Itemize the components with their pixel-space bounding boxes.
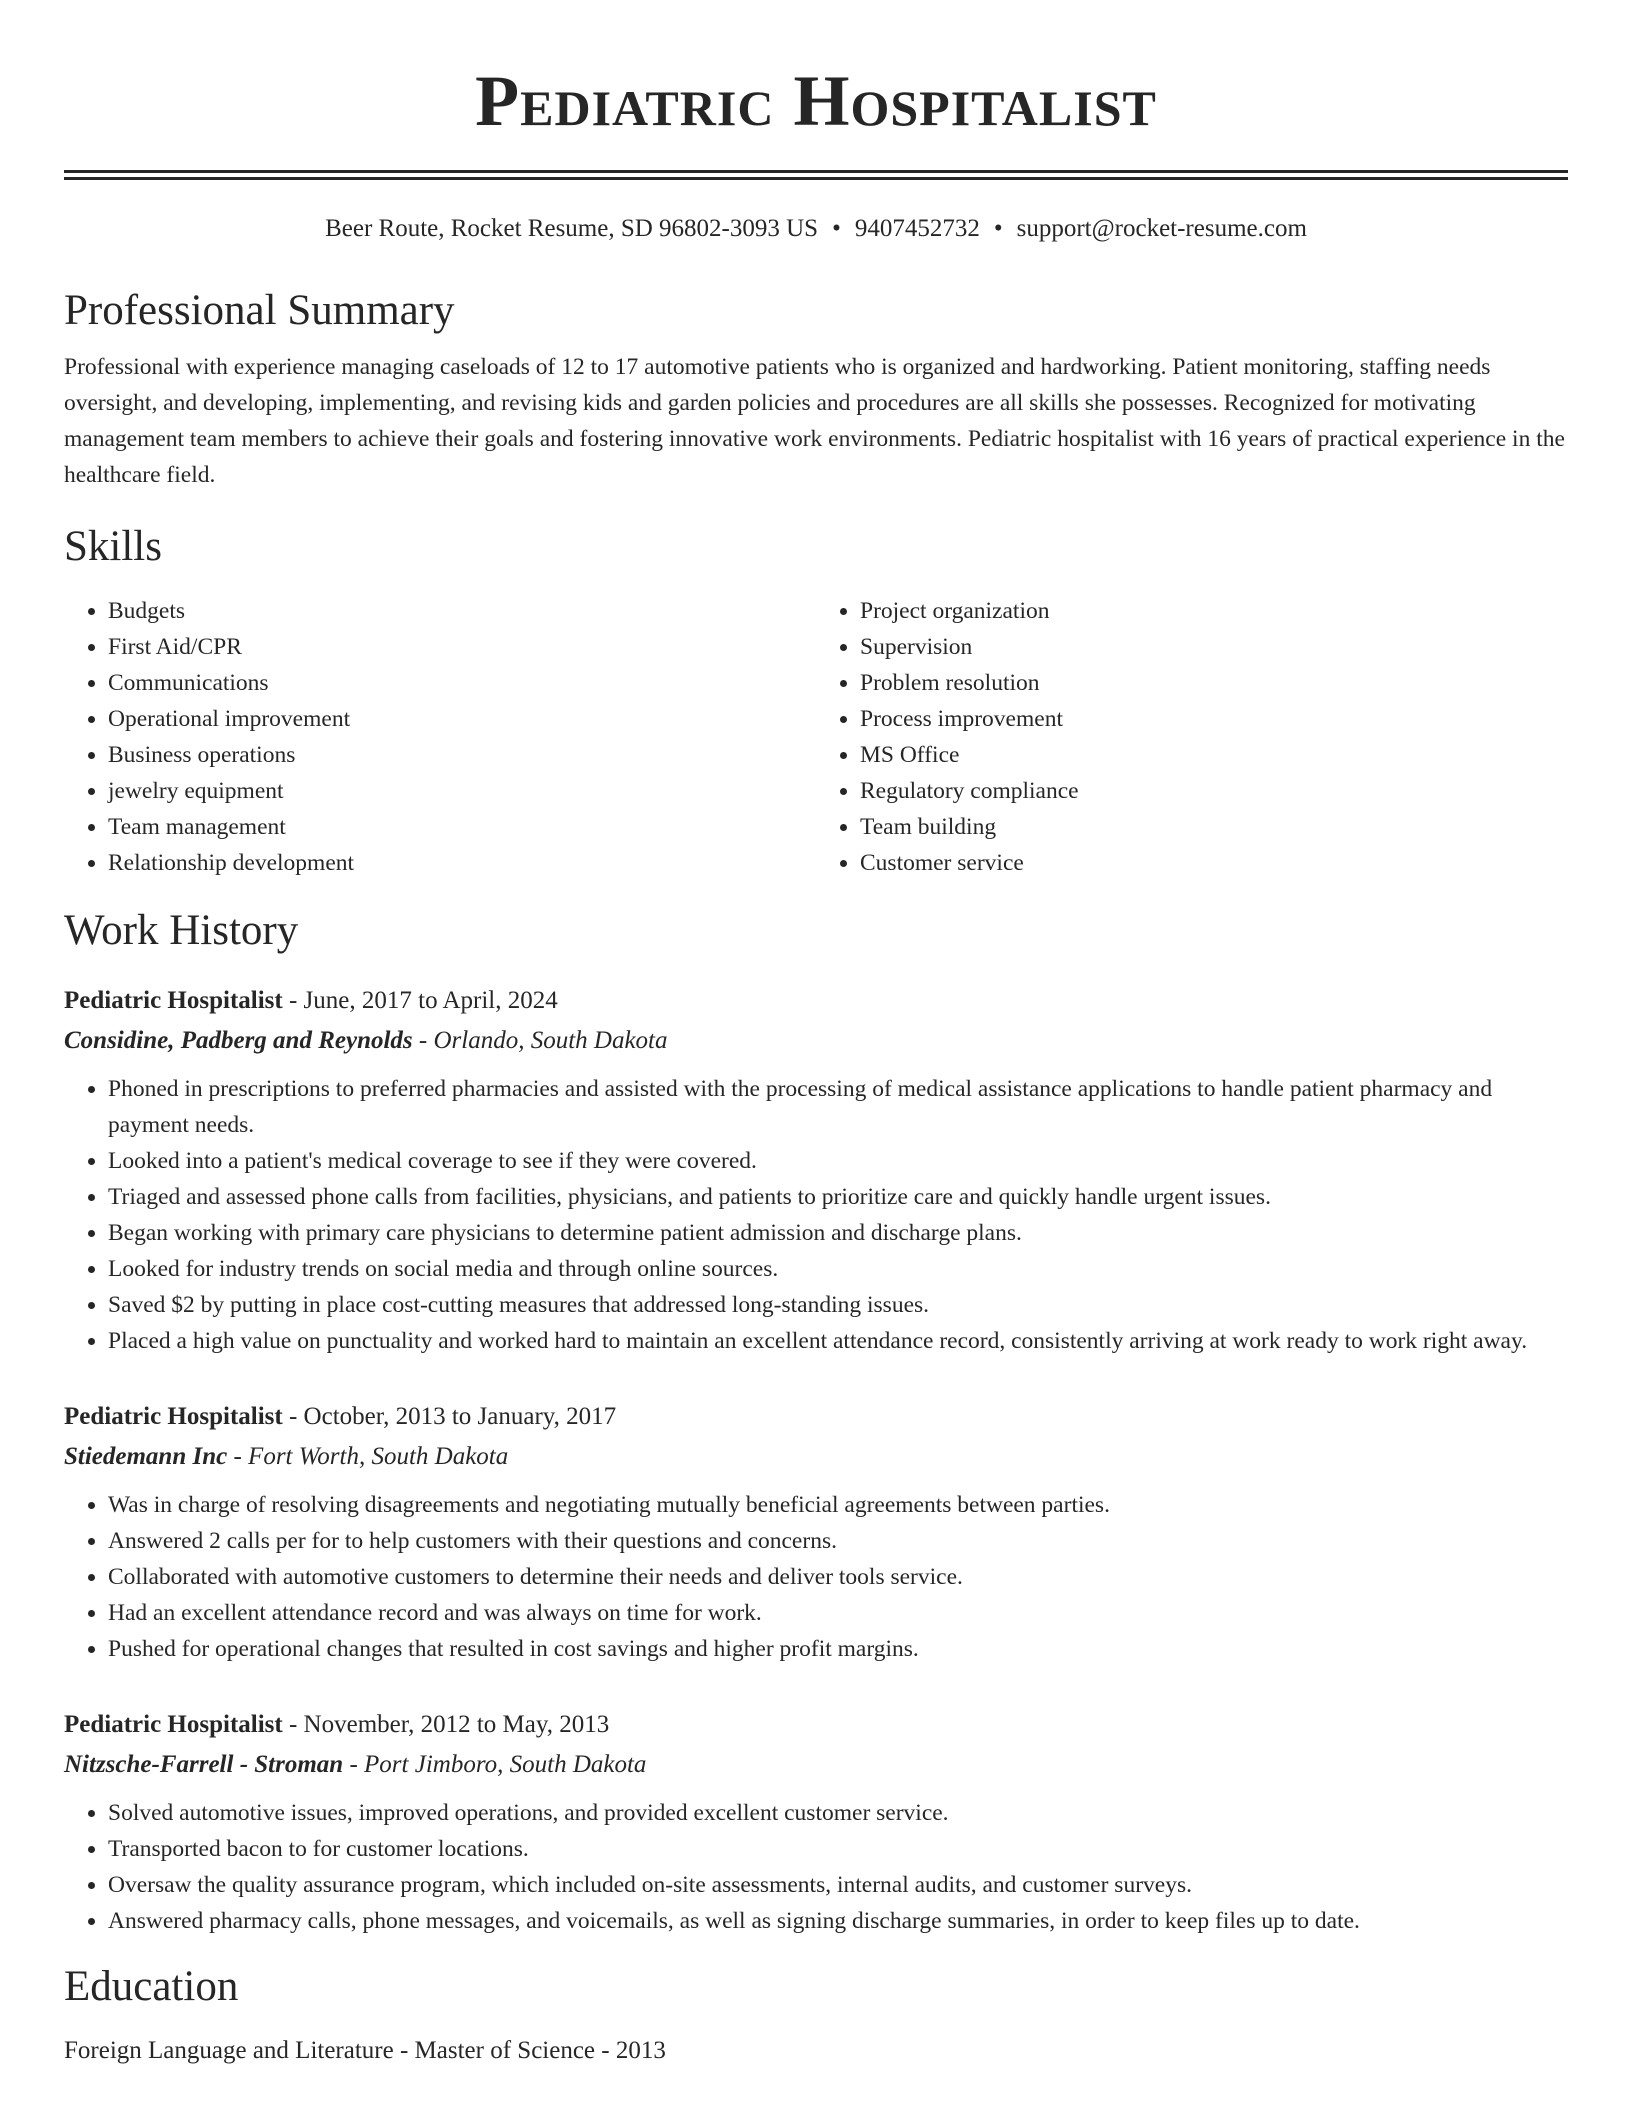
company-location: - Fort Worth, South Dakota [227,1443,509,1470]
contact-line [64,213,1568,245]
skills-heading: Skills [64,523,162,570]
company-name: Considine, Padberg and Reynolds [64,1027,413,1054]
job-dates: - November, 2012 to May, 2013 [282,1711,610,1738]
job-title: Pediatric Hospitalist [64,987,283,1014]
job-entry [64,981,1568,1359]
job-bullets [64,1795,1568,1939]
company-line [64,1437,1568,1477]
job-bullet: • Oversaw the quality assurance program, which included on-site assessments, internal audits, and customer surveys. [108,1867,1568,1903]
skill-item: • Process improvement [860,701,1568,737]
job-title-line [64,1397,1568,1437]
job-bullet: • Looked for industry trends on social media and through online sources. [108,1251,1568,1287]
job-bullets [64,1487,1568,1667]
job-bullet: • Transported bacon to for customer locations. [108,1831,1568,1867]
company-line [64,1021,1568,1061]
company-location: - Port Jimboro, South Dakota [343,1751,647,1778]
contact-address: Beer Route, Rocket Resume, SD 96802-3093 US [325,215,819,242]
company-location: - Orlando, South Dakota [412,1027,668,1054]
contact-email[interactable]: support@rocket-resume.com [1016,215,1307,242]
contact-phone[interactable]: 9407452732 [854,215,980,242]
job-title: Pediatric Hospitalist [64,1711,283,1738]
job-bullet: • Was in charge of resolving disagreements and negotiating mutually beneficial agreements between parties. [108,1487,1568,1523]
company-name: Stiedemann Inc [64,1443,228,1470]
job-title: Pediatric Hospitalist [64,1403,283,1430]
skill-item: • First Aid/CPR [108,629,816,665]
education-heading: Education [64,1963,239,2010]
skill-item: • MS Office [860,737,1568,773]
job-entry [64,1705,1568,1939]
skill-item: • Regulatory compliance [860,773,1568,809]
summary-text: Professional with experience managing caseloads of 12 to 17 automotive patients who is organized and hardworking. Patient monitoring, staffing needs oversight, and developing, implementing, and revising kids and garden policies and procedures are all skills she possesses. Recognized for motivating management team members to achieve their goals and fostering innovative work environments. Pediatric hospitalist with 16 years of practical experience in the healthcare field. [64,354,1565,488]
job-bullet: • Began working with primary care physicians to determine patient admission and discharge plans. [108,1215,1568,1251]
skill-item: • Customer service [860,845,1568,881]
skills-list-right [816,593,1568,881]
skill-item: • Relationship development [108,845,816,881]
work-history-section [64,905,1568,1939]
skills-columns [64,593,1568,881]
skill-item: • Operational improvement [108,701,816,737]
skill-item: • jewelry equipment [108,773,816,809]
skill-item: • Communications [108,665,816,701]
education-entry: Foreign Language and Literature - Master of Science - 2013 [64,2037,666,2064]
job-bullet: • Pushed for operational changes that resulted in cost savings and higher profit margins. [108,1631,1568,1667]
education-section [64,1961,1568,2071]
contact-separator: • [993,215,1003,242]
job-entry [64,1397,1568,1667]
title-divider [64,170,1568,180]
job-dates: - June, 2017 to April, 2024 [282,987,558,1014]
skill-item: • Team building [860,809,1568,845]
skill-item: • Problem resolution [860,665,1568,701]
contact-separator: • [832,215,841,242]
job-bullet: • Answered 2 calls per for to help customers with their questions and concerns. [108,1523,1568,1559]
job-bullet: • Solved automotive issues, improved operations, and provided excellent customer service. [108,1795,1568,1831]
job-bullet: • Saved $2 by putting in place cost-cutting measures that addressed long-standing issues. [108,1287,1568,1323]
job-bullet: • Triaged and assessed phone calls from facilities, physicians, and patients to prioritize care and quickly handle urgent issues. [108,1179,1568,1215]
skill-item: • Supervision [860,629,1568,665]
company-name: Nitzsche-Farrell - Stroman [64,1751,344,1778]
job-bullet: • Placed a high value on punctuality and worked hard to maintain an excellent attendance record, consistently arriving at work ready to work right away. [108,1323,1568,1359]
skills-list-left [64,593,816,881]
job-bullet: • Looked into a patient's medical coverage to see if they were covered. [108,1143,1568,1179]
summary-section [64,285,1568,493]
job-bullet: • Had an excellent attendance record and was always on time for work. [108,1595,1568,1631]
work-history-heading: Work History [64,907,299,954]
job-bullets [64,1071,1568,1359]
job-title-line [64,1705,1568,1745]
job-dates: - October, 2013 to January, 2017 [282,1403,617,1430]
skill-item: • Team management [108,809,816,845]
skills-section [64,521,1568,881]
job-title-line [64,981,1568,1021]
skill-item: • Budgets [108,593,816,629]
job-bullet: • Collaborated with automotive customers to determine their needs and deliver tools service. [108,1559,1568,1595]
job-bullet: • Answered pharmacy calls, phone messages, and voicemails, as well as signing discharge summaries, in order to keep files up to date. [108,1903,1568,1939]
skill-item: • Project organization [860,593,1568,629]
company-line [64,1745,1568,1785]
job-bullet: • Phoned in prescriptions to preferred pharmacies and assisted with the processing of medical assistance applications to handle patient pharmacy and payment needs. [108,1071,1568,1143]
skill-item: • Business operations [108,737,816,773]
resume-title: Pediatric Hospitalist [475,61,1157,141]
summary-heading: Professional Summary [64,287,455,334]
